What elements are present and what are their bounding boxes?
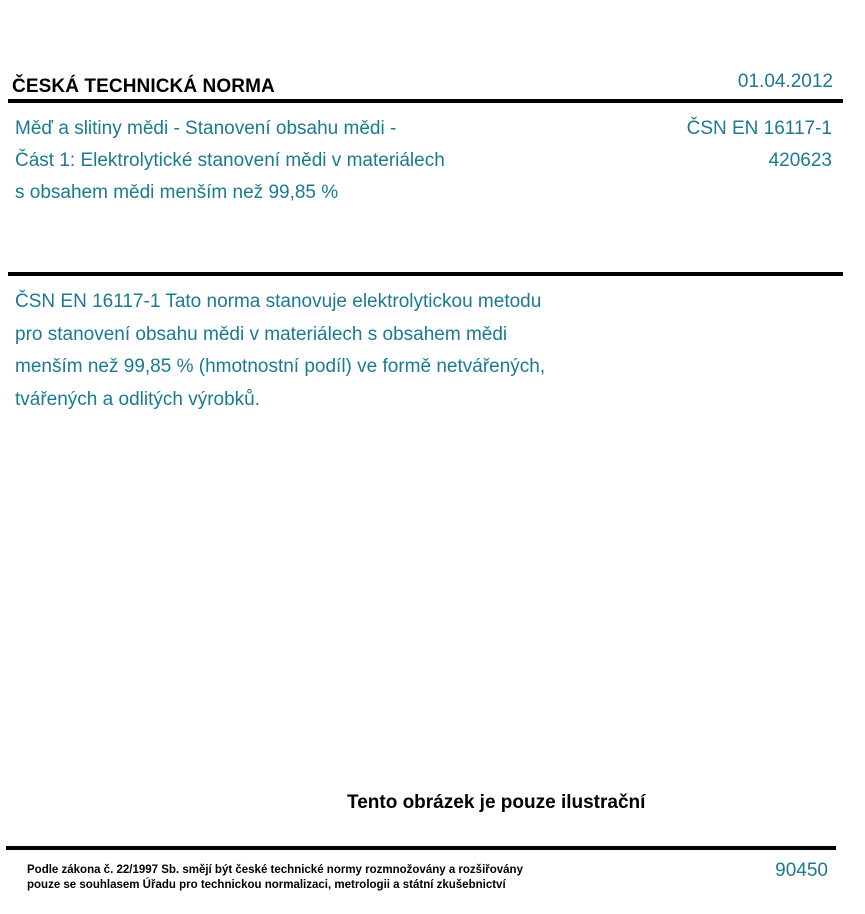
price-code: 90450 bbox=[775, 860, 828, 881]
standard-codes bbox=[687, 113, 832, 177]
title-divider bbox=[8, 272, 843, 276]
legal-line: pouze se souhlasem Úřadu pro technickou normalizaci, metrologii a státní zkušebnictví bbox=[27, 879, 506, 891]
abstract-line: tvářených a odlitých výrobků. bbox=[15, 388, 261, 410]
standard-number: ČSN EN 16117-1 bbox=[686, 118, 832, 139]
document-type-heading: ČESKÁ TECHNICKÁ NORMA bbox=[12, 76, 275, 97]
abstract-line: ČSN EN 16117-1 Tato norma stanovuje elektrolytickou metodu bbox=[15, 291, 542, 312]
abstract-line: pro stanovení obsahu mědi v materiálech s obsahem mědi bbox=[15, 323, 508, 345]
abstract-line: menším než 99,85 % (hmotnostní podíl) ve formě netvářených, bbox=[15, 356, 546, 377]
footer-divider bbox=[6, 846, 836, 850]
legal-notice bbox=[27, 863, 523, 893]
title-line: Část 1: Elektrolytické stanovení mědi v materiálech bbox=[15, 150, 445, 171]
title-line: Měď a slitiny mědi - Stanovení obsahu mědi - bbox=[15, 118, 397, 139]
standard-title bbox=[15, 113, 445, 209]
header-divider bbox=[8, 99, 843, 103]
publication-date: 01.04.2012 bbox=[737, 71, 833, 92]
legal-line: Podle zákona č. 22/1997 Sb. smějí být české technické normy rozmnožovány a rozšiřovány bbox=[27, 864, 523, 876]
abstract bbox=[15, 286, 635, 416]
illustration-notice: Tento obrázek je pouze ilustrační bbox=[347, 792, 646, 813]
classification-number: 420623 bbox=[768, 150, 832, 171]
title-line: s obsahem mědi menším než 99,85 % bbox=[15, 182, 339, 203]
